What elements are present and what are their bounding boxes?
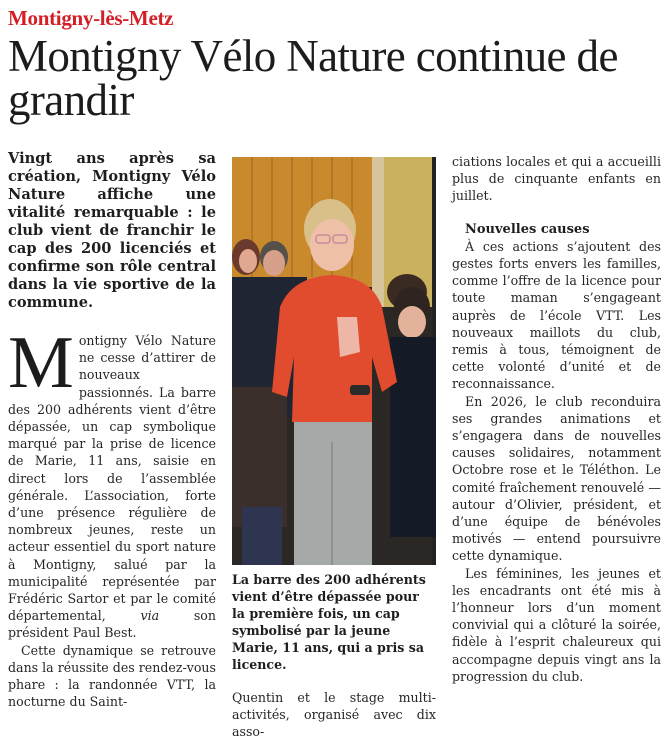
body-paragraph-4: En 2026, le club reconduira ses grandes animations et s’engagera dans de nouvelles causes solidaires, notamment Octobre rose et le Téléthon. Le comité fraîchement renouvelé — autour d’Olivier, président, et d’une équipe de bénévoles motivés — entend poursuivre cette dynamique. — [452, 393, 661, 564]
body-paragraph-5: Les féminines, les jeunes et les encadrants ont été mis à l’honneur lors d’un moment convivial qui a clôturé la soirée, fidèle à l’esprit chaleureux qui accompagne depuis vingt ans la progression du club. — [452, 565, 661, 684]
column-1 — [8, 150, 216, 710]
article-headline: Montigny Vélo Nature continue de grandir — [8, 31, 618, 125]
body-paragraph-1: Montigny Vélo Nature ne cesse d’attirer de nouveaux passionnés. La barre des 200 adhérents vient d’être dépassée, un cap symbolique marqué par la prise de licence de Marie, 11 ans, saisie en direct lors de l’assemblée générale. L’association, forte d’une présence régulière de nombreux jeunes, reste un acteur essentiel du sport nature à Montigny, salué par la municipalité représentée par Frédéric Sartor et par le comité départemental, via son président Paul Best. — [8, 322, 216, 641]
photo-caption: La barre des 200 adhérents vient d’être dépassée pour la première fois, un cap symbolisé par la jeune Marie, 11 ans, qui a pris sa licence. — [232, 572, 426, 672]
subheading: Nouvelles causes — [465, 221, 590, 237]
body-paragraph-2: Cette dynamique se retrouve dans la réussite des rendez-vous phare : la randonnée VTT, la nocturne du Saint- — [8, 642, 216, 710]
column-2 — [232, 157, 436, 741]
section-kicker: Montigny-lès-Metz — [8, 6, 174, 30]
body-paragraph-3: À ces actions s’ajoutent des gestes forts envers les familles, comme l’offre de la licence pour toute maman s’engageant auprès de l’école VTT. Les nouveaux maillots du club, remis à tous, témoignent de cette volonté d’unité et de reconnaissance. — [452, 238, 661, 392]
drop-cap: M — [8, 322, 74, 404]
body-paragraph-2-end: ciations locales et qui a accueilli plus de cinquante enfants en juillet. — [452, 154, 661, 204]
article-photo — [232, 157, 436, 565]
body-paragraph-2-continued: Quentin et le stage multi-activités, organisé avec dix asso- — [232, 690, 436, 740]
photo-illustration — [232, 157, 436, 565]
italic-via: via — [140, 608, 160, 624]
article-lead: Vingt ans après sa création, Montigny Vélo Nature affiche une vitalité remarquable : le club vient de franchir le cap des 200 licenciés et confirme son rôle central dans la vie sportive de la commune. — [8, 150, 216, 311]
column-3 — [452, 153, 661, 685]
